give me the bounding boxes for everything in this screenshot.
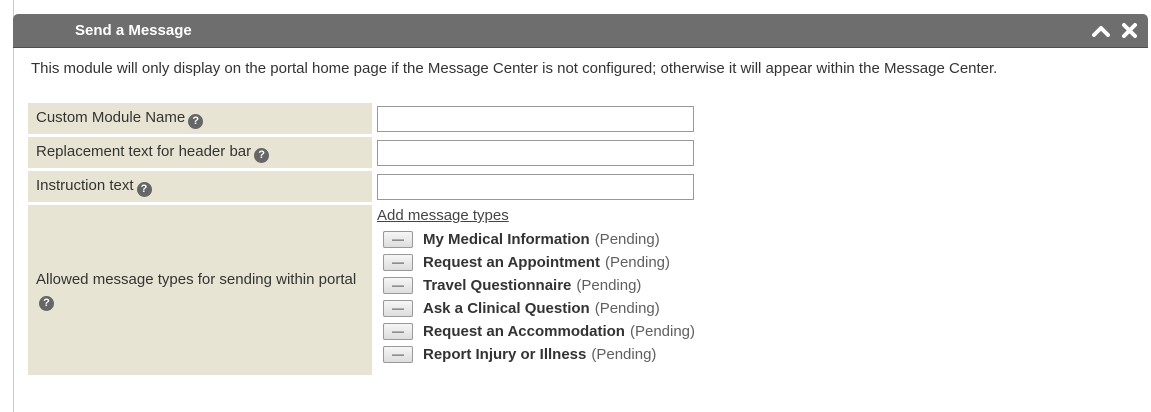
field-label: Allowed message types for sending within portal	[36, 270, 357, 288]
form-row-replacement-text	[28, 137, 1128, 168]
form-row-instruction-text	[28, 171, 1128, 202]
add-message-types-link[interactable]: Add message types	[377, 207, 509, 224]
message-types-cell	[372, 205, 1128, 375]
field-label: Replacement text for header bar	[36, 143, 252, 160]
remove-message-type-button[interactable]: —	[383, 300, 413, 317]
field-input-cell	[372, 171, 1128, 202]
module-description: This module will only display on the portal home page if the Message Center is not configured; otherwise it will appear within the Message Center.	[31, 60, 998, 77]
message-type-row	[377, 320, 1128, 343]
remove-message-type-button[interactable]: —	[383, 254, 413, 271]
message-type-name: Ask a Clinical Question	[423, 300, 590, 317]
panel-body	[14, 49, 1148, 378]
field-label-cell	[28, 171, 372, 202]
remove-message-type-button[interactable]: —	[383, 346, 413, 363]
custom-module-name-input[interactable]	[377, 106, 694, 132]
field-label-cell	[28, 103, 372, 134]
remove-message-type-button[interactable]: —	[383, 323, 413, 340]
remove-message-type-button[interactable]: —	[383, 231, 413, 248]
remove-message-type-button[interactable]: —	[383, 277, 413, 294]
message-type-status: (Pending)	[604, 254, 670, 271]
field-input-cell	[372, 137, 1128, 168]
instruction-text-input[interactable]	[377, 174, 694, 200]
replacement-header-text-input[interactable]	[377, 140, 694, 166]
field-label: Custom Module Name	[36, 109, 186, 126]
message-type-row	[377, 274, 1128, 297]
message-type-row	[377, 343, 1128, 366]
field-label-cell	[28, 137, 372, 168]
message-type-name: Report Injury or Illness	[423, 346, 587, 363]
help-icon[interactable]: ?	[254, 148, 269, 163]
message-type-row	[377, 251, 1128, 274]
message-type-status: (Pending)	[591, 346, 657, 363]
help-icon[interactable]: ?	[137, 182, 152, 197]
message-type-status: (Pending)	[576, 277, 642, 294]
message-type-status: (Pending)	[629, 323, 696, 340]
send-a-message-panel	[13, 0, 1147, 412]
panel-header-actions	[1091, 21, 1148, 41]
message-type-status: (Pending)	[594, 231, 660, 248]
collapse-button[interactable]	[1091, 21, 1111, 41]
message-type-name: Request an Appointment	[423, 254, 600, 271]
field-label-cell	[28, 205, 372, 375]
message-type-name: Travel Questionnaire	[423, 277, 572, 294]
close-icon	[1122, 23, 1137, 38]
field-label: Instruction text	[36, 177, 134, 194]
chevron-up-icon	[1092, 25, 1110, 37]
help-icon[interactable]: ?	[188, 114, 203, 129]
message-type-row	[377, 297, 1128, 320]
message-type-name: Request an Accommodation	[423, 323, 625, 340]
help-icon[interactable]: ?	[39, 296, 54, 311]
form-row-allowed-message-types	[28, 205, 1128, 375]
message-type-status: (Pending)	[594, 300, 660, 317]
panel-title: Send a Message	[75, 22, 192, 39]
message-type-name: My Medical Information	[423, 231, 590, 248]
form-row-custom-module-name	[28, 103, 1128, 134]
field-input-cell	[372, 103, 1128, 134]
settings-form	[28, 100, 1128, 378]
close-button[interactable]	[1119, 21, 1139, 41]
panel-header	[13, 14, 1148, 48]
message-type-row	[377, 228, 1128, 251]
